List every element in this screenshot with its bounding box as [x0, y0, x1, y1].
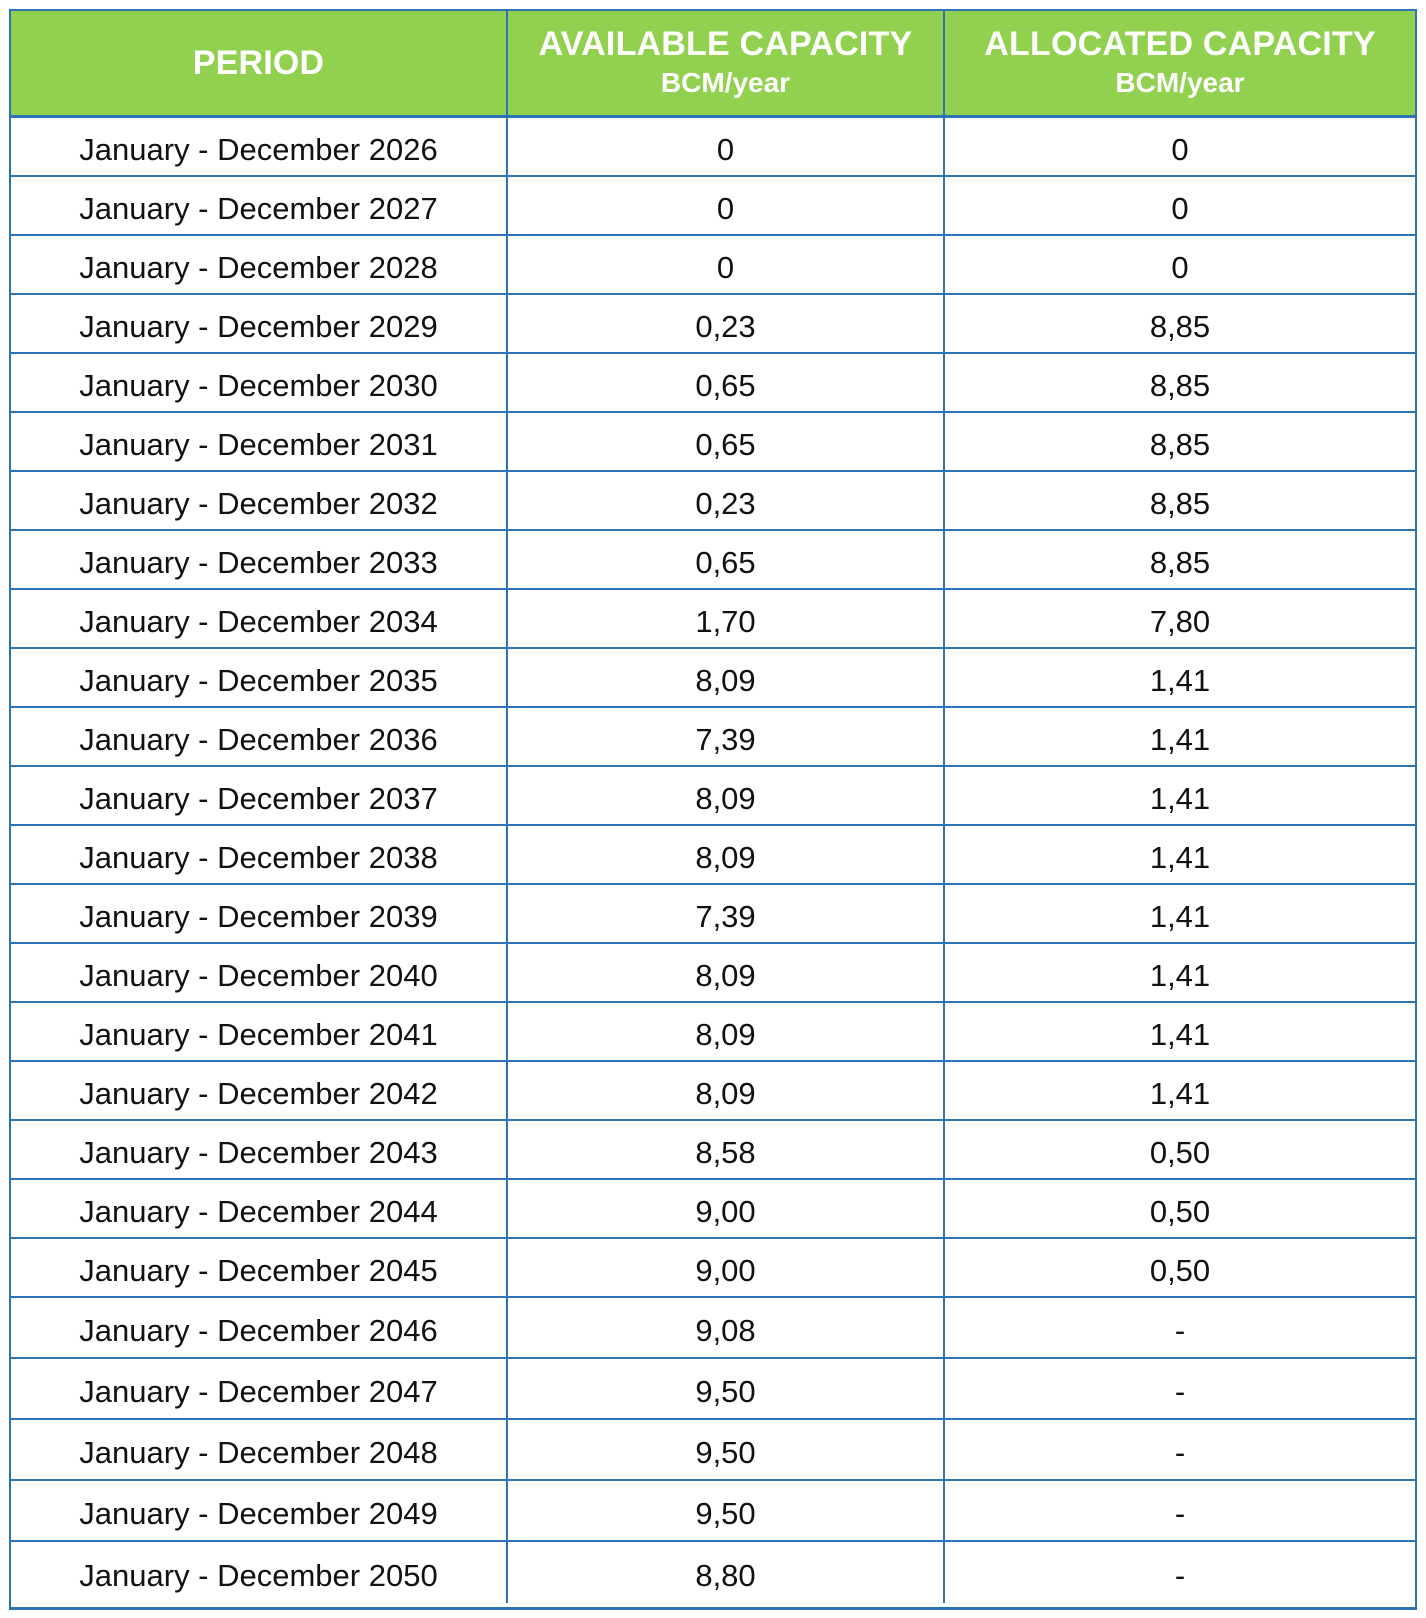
allocated-capacity-cell: 0,50	[1149, 1252, 1211, 1288]
table-row	[11, 649, 1415, 708]
period-cell: January - December 2037	[11, 767, 508, 824]
available-capacity-cell: 0,23	[508, 472, 945, 529]
period-cell: January - December 2043	[11, 1121, 508, 1178]
period-cell: January - December 2047	[11, 1359, 508, 1418]
allocated-capacity-cell: -	[1174, 1495, 1186, 1531]
table-row	[11, 1003, 1415, 1062]
table-row	[11, 1481, 1415, 1542]
period-cell: January - December 2048	[11, 1420, 508, 1479]
available-capacity-cell: 0,65	[508, 354, 945, 411]
table-header-row	[11, 11, 1415, 118]
allocated-capacity-cell: 1,41	[1149, 1075, 1211, 1111]
allocated-capacity-cell: 0	[1171, 131, 1189, 167]
available-capacity-cell: 0,23	[508, 295, 945, 352]
period-cell: January - December 2041	[11, 1003, 508, 1060]
header-available-label: AVAILABLE CAPACITY	[538, 25, 913, 63]
period-cell: January - December 2026	[11, 118, 508, 175]
available-capacity-cell: 9,00	[508, 1180, 945, 1237]
period-cell: January - December 2031	[11, 413, 508, 470]
table-row	[11, 472, 1415, 531]
table-row	[11, 1298, 1415, 1359]
available-capacity-cell: 8,09	[508, 1003, 945, 1060]
period-cell: January - December 2049	[11, 1481, 508, 1540]
period-cell: January - December 2040	[11, 944, 508, 1001]
period-cell: January - December 2033	[11, 531, 508, 588]
table-row	[11, 295, 1415, 354]
available-capacity-cell: 8,80	[508, 1542, 945, 1603]
table-row	[11, 1359, 1415, 1420]
period-cell: January - December 2034	[11, 590, 508, 647]
header-available-capacity	[508, 11, 945, 115]
table-row	[11, 354, 1415, 413]
allocated-capacity-cell: 8,85	[1149, 544, 1211, 580]
period-cell: January - December 2028	[11, 236, 508, 293]
period-cell: January - December 2050	[11, 1542, 508, 1603]
allocated-capacity-cell: 0	[1171, 249, 1189, 285]
period-cell: January - December 2030	[11, 354, 508, 411]
table-row	[11, 177, 1415, 236]
period-cell: January - December 2038	[11, 826, 508, 883]
capacity-table	[9, 9, 1417, 1610]
available-capacity-cell: 8,09	[508, 1062, 945, 1119]
allocated-capacity-cell: 0	[1171, 190, 1189, 226]
header-available-unit: BCM/year	[660, 67, 791, 98]
table-row	[11, 1121, 1415, 1180]
table-row	[11, 236, 1415, 295]
table-row	[11, 531, 1415, 590]
period-cell: January - December 2042	[11, 1062, 508, 1119]
allocated-capacity-cell: -	[1174, 1434, 1186, 1470]
period-cell: January - December 2036	[11, 708, 508, 765]
table-row	[11, 885, 1415, 944]
table-row	[11, 1062, 1415, 1121]
table-row	[11, 1542, 1415, 1603]
allocated-capacity-cell: 0,50	[1149, 1134, 1211, 1170]
available-capacity-cell: 0	[508, 177, 945, 234]
allocated-capacity-cell: 1,41	[1149, 721, 1211, 757]
allocated-capacity-cell: 8,85	[1149, 308, 1211, 344]
available-capacity-cell: 9,00	[508, 1239, 945, 1296]
available-capacity-cell: 9,50	[508, 1420, 945, 1479]
allocated-capacity-cell: 1,41	[1149, 957, 1211, 993]
table-row	[11, 590, 1415, 649]
available-capacity-cell: 7,39	[508, 885, 945, 942]
available-capacity-cell: 7,39	[508, 708, 945, 765]
allocated-capacity-cell: 1,41	[1149, 662, 1211, 698]
allocated-capacity-cell: -	[1174, 1557, 1186, 1593]
allocated-capacity-cell: 7,80	[1149, 603, 1211, 639]
allocated-capacity-cell: 8,85	[1149, 485, 1211, 521]
available-capacity-cell: 0,65	[508, 413, 945, 470]
available-capacity-cell: 8,09	[508, 826, 945, 883]
allocated-capacity-cell: -	[1174, 1373, 1186, 1409]
period-cell: January - December 2039	[11, 885, 508, 942]
table-row	[11, 708, 1415, 767]
header-allocated-unit: BCM/year	[1115, 67, 1245, 98]
table-row	[11, 826, 1415, 885]
allocated-capacity-cell: 0,50	[1149, 1193, 1211, 1229]
allocated-capacity-cell: 8,85	[1149, 367, 1211, 403]
allocated-capacity-cell: 1,41	[1149, 780, 1211, 816]
period-cell: January - December 2044	[11, 1180, 508, 1237]
table-row	[11, 944, 1415, 1003]
table-row	[11, 767, 1415, 826]
available-capacity-cell: 0,65	[508, 531, 945, 588]
header-period-label: PERIOD	[192, 44, 325, 82]
table-row	[11, 1180, 1415, 1239]
period-cell: January - December 2032	[11, 472, 508, 529]
table-body	[11, 118, 1415, 1603]
period-cell: January - December 2045	[11, 1239, 508, 1296]
available-capacity-cell: 9,50	[508, 1481, 945, 1540]
available-capacity-cell: 8,09	[508, 944, 945, 1001]
available-capacity-cell: 9,50	[508, 1359, 945, 1418]
header-allocated-label: ALLOCATED CAPACITY	[984, 25, 1376, 63]
available-capacity-cell: 0	[508, 236, 945, 293]
available-capacity-cell: 8,09	[508, 767, 945, 824]
available-capacity-cell: 8,09	[508, 649, 945, 706]
header-allocated-capacity	[945, 11, 1415, 115]
allocated-capacity-cell: 1,41	[1149, 898, 1211, 934]
allocated-capacity-cell: 8,85	[1149, 426, 1211, 462]
available-capacity-cell: 1,70	[508, 590, 945, 647]
period-cell: January - December 2046	[11, 1298, 508, 1357]
table-row	[11, 1239, 1415, 1298]
period-cell: January - December 2029	[11, 295, 508, 352]
allocated-capacity-cell: -	[1174, 1312, 1186, 1348]
period-cell: January - December 2035	[11, 649, 508, 706]
available-capacity-cell: 8,58	[508, 1121, 945, 1178]
table-row	[11, 118, 1415, 177]
available-capacity-cell: 9,08	[508, 1298, 945, 1357]
allocated-capacity-cell: 1,41	[1149, 1016, 1211, 1052]
allocated-capacity-cell: 1,41	[1149, 839, 1211, 875]
available-capacity-cell: 0	[508, 118, 945, 175]
table-row	[11, 1420, 1415, 1481]
table-row	[11, 413, 1415, 472]
period-cell: January - December 2027	[11, 177, 508, 234]
header-period	[11, 11, 508, 115]
